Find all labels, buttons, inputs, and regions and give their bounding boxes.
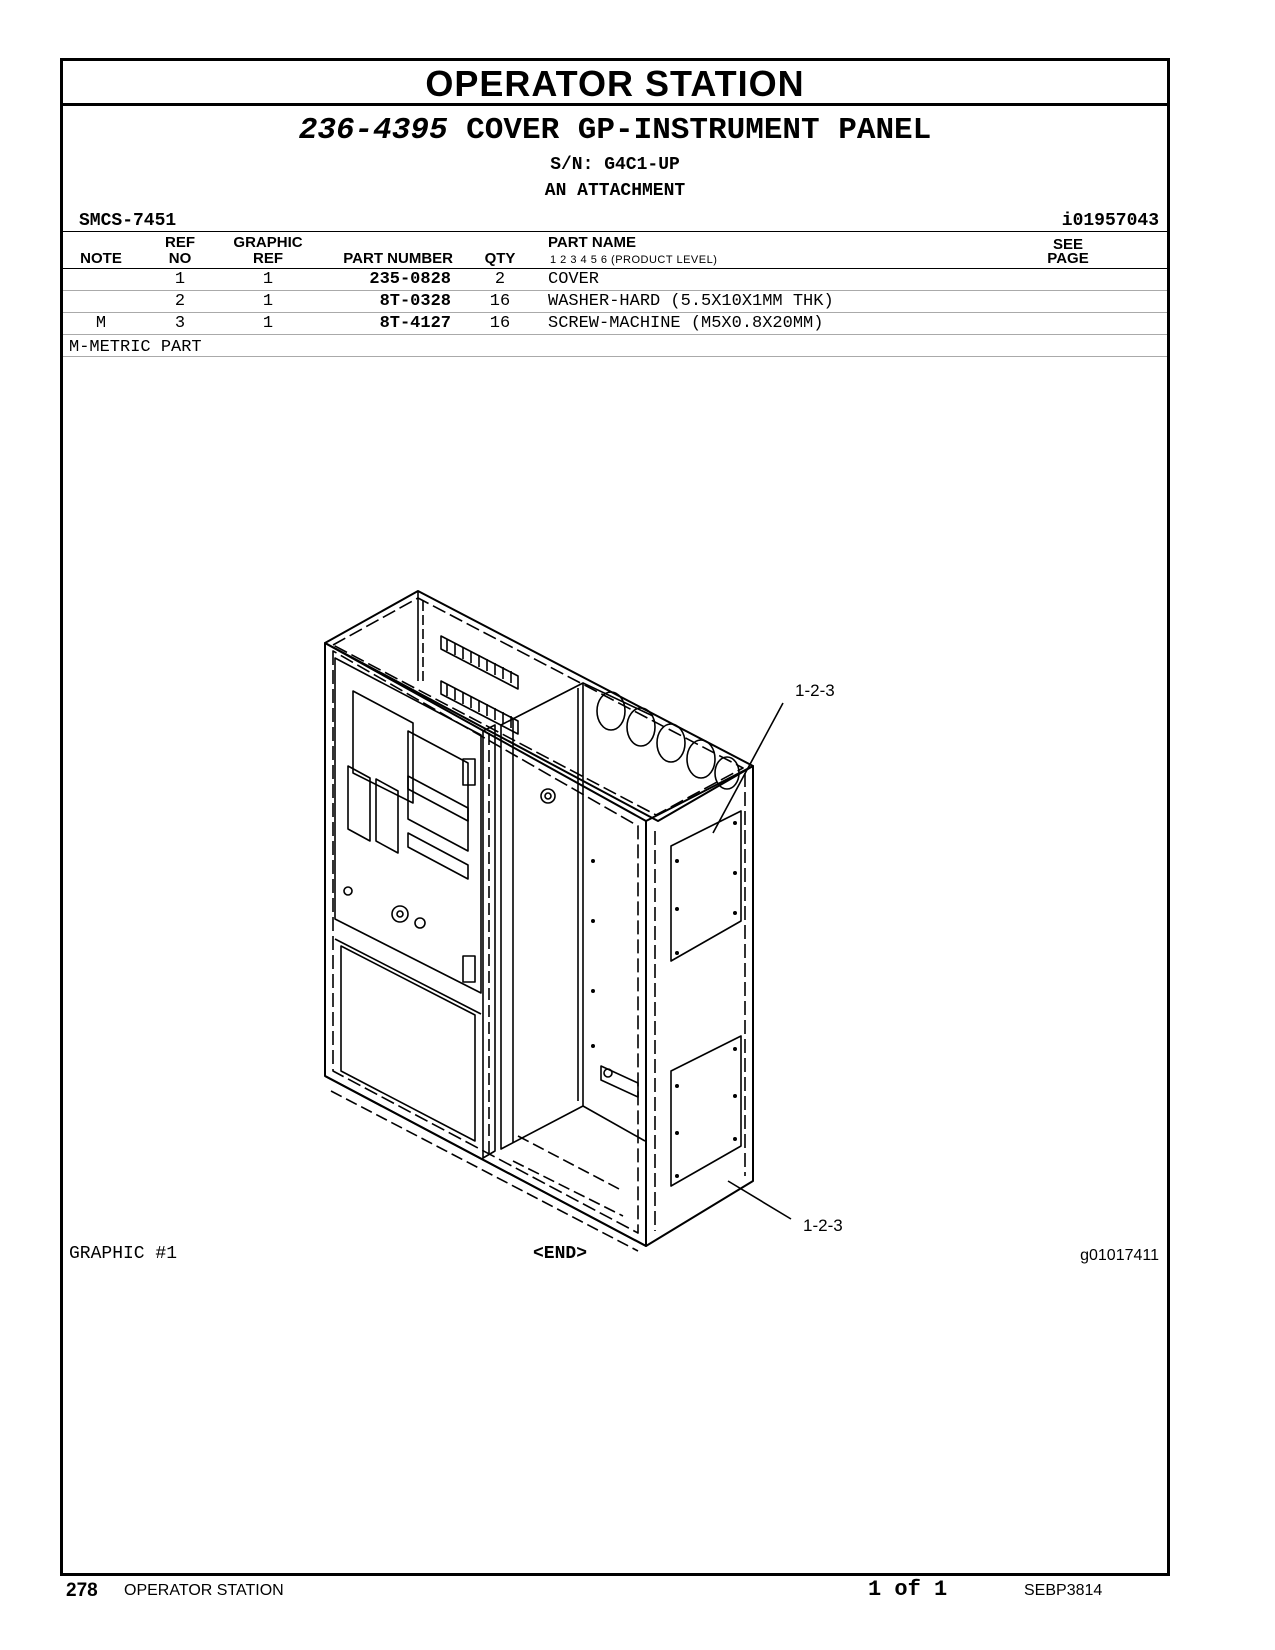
row-part-name: WASHER-HARD (5.5X10X1MM THK) xyxy=(548,292,834,311)
row-ref-no: 3 xyxy=(174,314,186,333)
page-number: 278 xyxy=(66,1580,98,1601)
callout-label-bottom: 1-2-3 xyxy=(803,1216,843,1235)
row-qty: 2 xyxy=(494,270,506,289)
row-part-number: 235-0828 xyxy=(369,270,451,289)
serial-number: S/N: G4C1-UP xyxy=(550,155,680,175)
row-qty: 16 xyxy=(489,314,511,333)
row-part-name: COVER xyxy=(548,270,600,289)
col-part-name: PART NAME xyxy=(548,234,637,251)
smcs-code: SMCS-7451 xyxy=(79,211,177,231)
footer-section: OPERATOR STATION xyxy=(124,1582,284,1599)
page-title: OPERATOR STATION xyxy=(63,61,1167,106)
row-note: M xyxy=(95,314,107,333)
col-see-page-1: SEE xyxy=(1052,236,1083,253)
group-name: COVER GP-INSTRUMENT PANEL xyxy=(466,113,932,148)
row-ref-no: 2 xyxy=(174,292,186,311)
col-qty: QTY xyxy=(484,250,516,267)
row-part-number: 8T-0328 xyxy=(379,292,451,311)
product-levels: 1 2 3 4 5 6 (PRODUCT LEVEL) xyxy=(550,254,718,266)
row-qty: 16 xyxy=(489,292,511,311)
row-graphic-ref: 1 xyxy=(262,314,274,333)
col-ref-no-1: REF xyxy=(165,234,195,251)
row-graphic-ref: 1 xyxy=(262,270,274,289)
col-graphic-ref-1: GRAPHIC xyxy=(233,234,303,251)
metric-footnote: M-METRIC PART xyxy=(69,338,202,357)
row-part-name: SCREW-MACHINE (M5X0.8X20MM) xyxy=(548,314,824,333)
info-id: i01957043 xyxy=(1061,211,1159,231)
col-part-number: PART NUMBER xyxy=(343,250,453,267)
row-graphic-ref: 1 xyxy=(262,292,274,311)
instrument-panel-drawing xyxy=(63,61,1167,1573)
row-ref-no: 1 xyxy=(174,270,186,289)
group-part-number: 236-4395 xyxy=(298,113,448,148)
group-type: AN ATTACHMENT xyxy=(544,181,686,201)
graphic-label: GRAPHIC #1 xyxy=(69,1244,178,1264)
document-id: SEBP3814 xyxy=(1024,1582,1103,1599)
col-ref-no-2: NO xyxy=(168,250,192,267)
col-graphic-ref-2: REF xyxy=(253,250,283,267)
page-frame xyxy=(60,58,1170,1576)
graphic-id: g01017411 xyxy=(1080,1247,1159,1264)
col-note: NOTE xyxy=(80,250,122,267)
row-part-number: 8T-4127 xyxy=(379,314,451,333)
end-marker: <END> xyxy=(533,1244,588,1264)
callout-label-top: 1-2-3 xyxy=(795,681,835,700)
page-of: 1 of 1 xyxy=(868,1577,948,1602)
col-see-page-2: PAGE xyxy=(1047,250,1089,267)
